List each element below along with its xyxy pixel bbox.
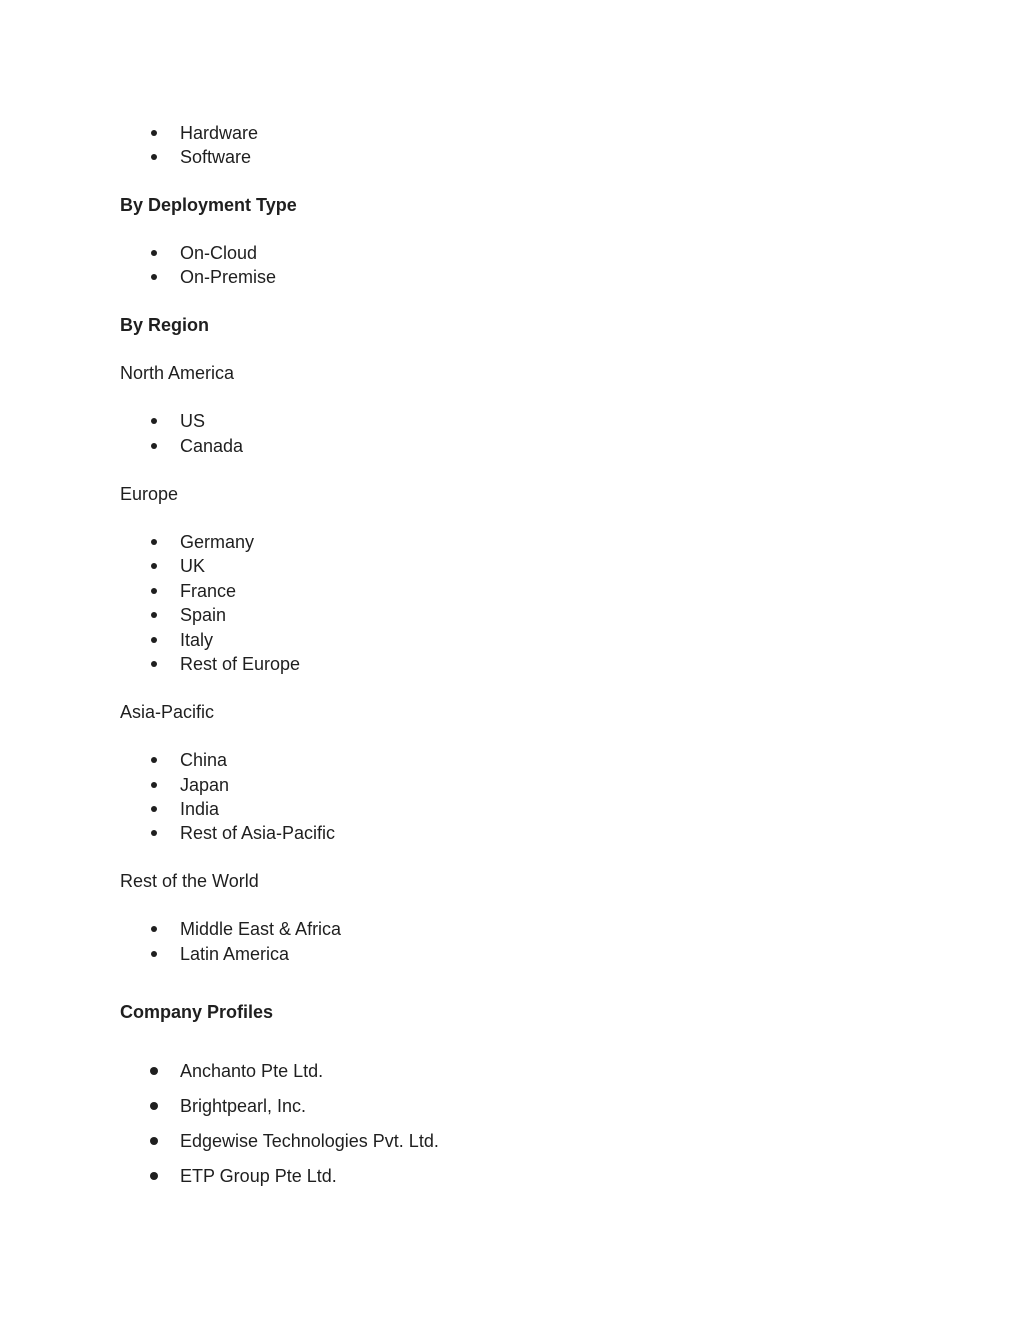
list-item: On-Premise — [180, 267, 277, 287]
bullet-icon — [150, 434, 160, 458]
bullet-icon — [150, 241, 160, 265]
list-item: Germany — [180, 532, 255, 552]
europe-label: Europe — [120, 484, 179, 504]
list-item: Software — [180, 147, 252, 167]
list-item: Canada — [180, 436, 244, 456]
bullet-icon — [150, 1129, 160, 1153]
list-item: Spain — [180, 605, 227, 625]
bullet-icon — [150, 748, 160, 772]
bullet-icon — [150, 265, 160, 289]
rest-of-world-label: Rest of the World — [120, 871, 259, 891]
list-item: Hardware — [180, 123, 259, 143]
asia-pacific-label: Asia-Pacific — [120, 702, 215, 722]
bullet-icon — [150, 409, 160, 433]
list-item: France — [180, 581, 237, 601]
list-item: Anchanto Pte Ltd. — [180, 1061, 324, 1081]
list-item: UK — [180, 556, 206, 576]
bullet-icon — [150, 917, 160, 941]
bullet-icon — [150, 554, 160, 578]
bullet-icon — [150, 797, 160, 821]
bullet-icon — [150, 652, 160, 676]
list-item: US — [180, 411, 206, 431]
bullet-icon — [150, 1059, 160, 1083]
bullet-icon — [150, 773, 160, 797]
list-item: Middle East & Africa — [180, 919, 342, 939]
bullet-icon — [150, 121, 160, 145]
companies-heading: Company Profiles — [120, 1002, 274, 1022]
bullet-icon — [150, 628, 160, 652]
list-item: Italy — [180, 630, 214, 650]
bullet-icon — [150, 821, 160, 845]
bullet-icon — [150, 1164, 160, 1188]
bullet-icon — [150, 603, 160, 627]
list-item: Latin America — [180, 944, 290, 964]
list-item: Japan — [180, 775, 230, 795]
list-item: Rest of Europe — [180, 654, 301, 674]
bullet-icon — [150, 579, 160, 603]
bullet-icon — [150, 1094, 160, 1118]
north-america-label: North America — [120, 363, 235, 383]
deployment-heading: By Deployment Type — [120, 195, 297, 215]
bullet-icon — [150, 530, 160, 554]
list-item: On-Cloud — [180, 243, 258, 263]
region-heading: By Region — [120, 315, 210, 335]
list-item: Rest of Asia-Pacific — [180, 823, 336, 843]
list-item: ETP Group Pte Ltd. — [180, 1166, 337, 1186]
list-item: China — [180, 750, 228, 770]
list-item: India — [180, 799, 220, 819]
list-item: Brightpearl, Inc. — [180, 1096, 307, 1116]
bullet-icon — [150, 145, 160, 169]
list-item: Edgewise Technologies Pvt. Ltd. — [180, 1131, 439, 1151]
bullet-icon — [150, 942, 160, 966]
